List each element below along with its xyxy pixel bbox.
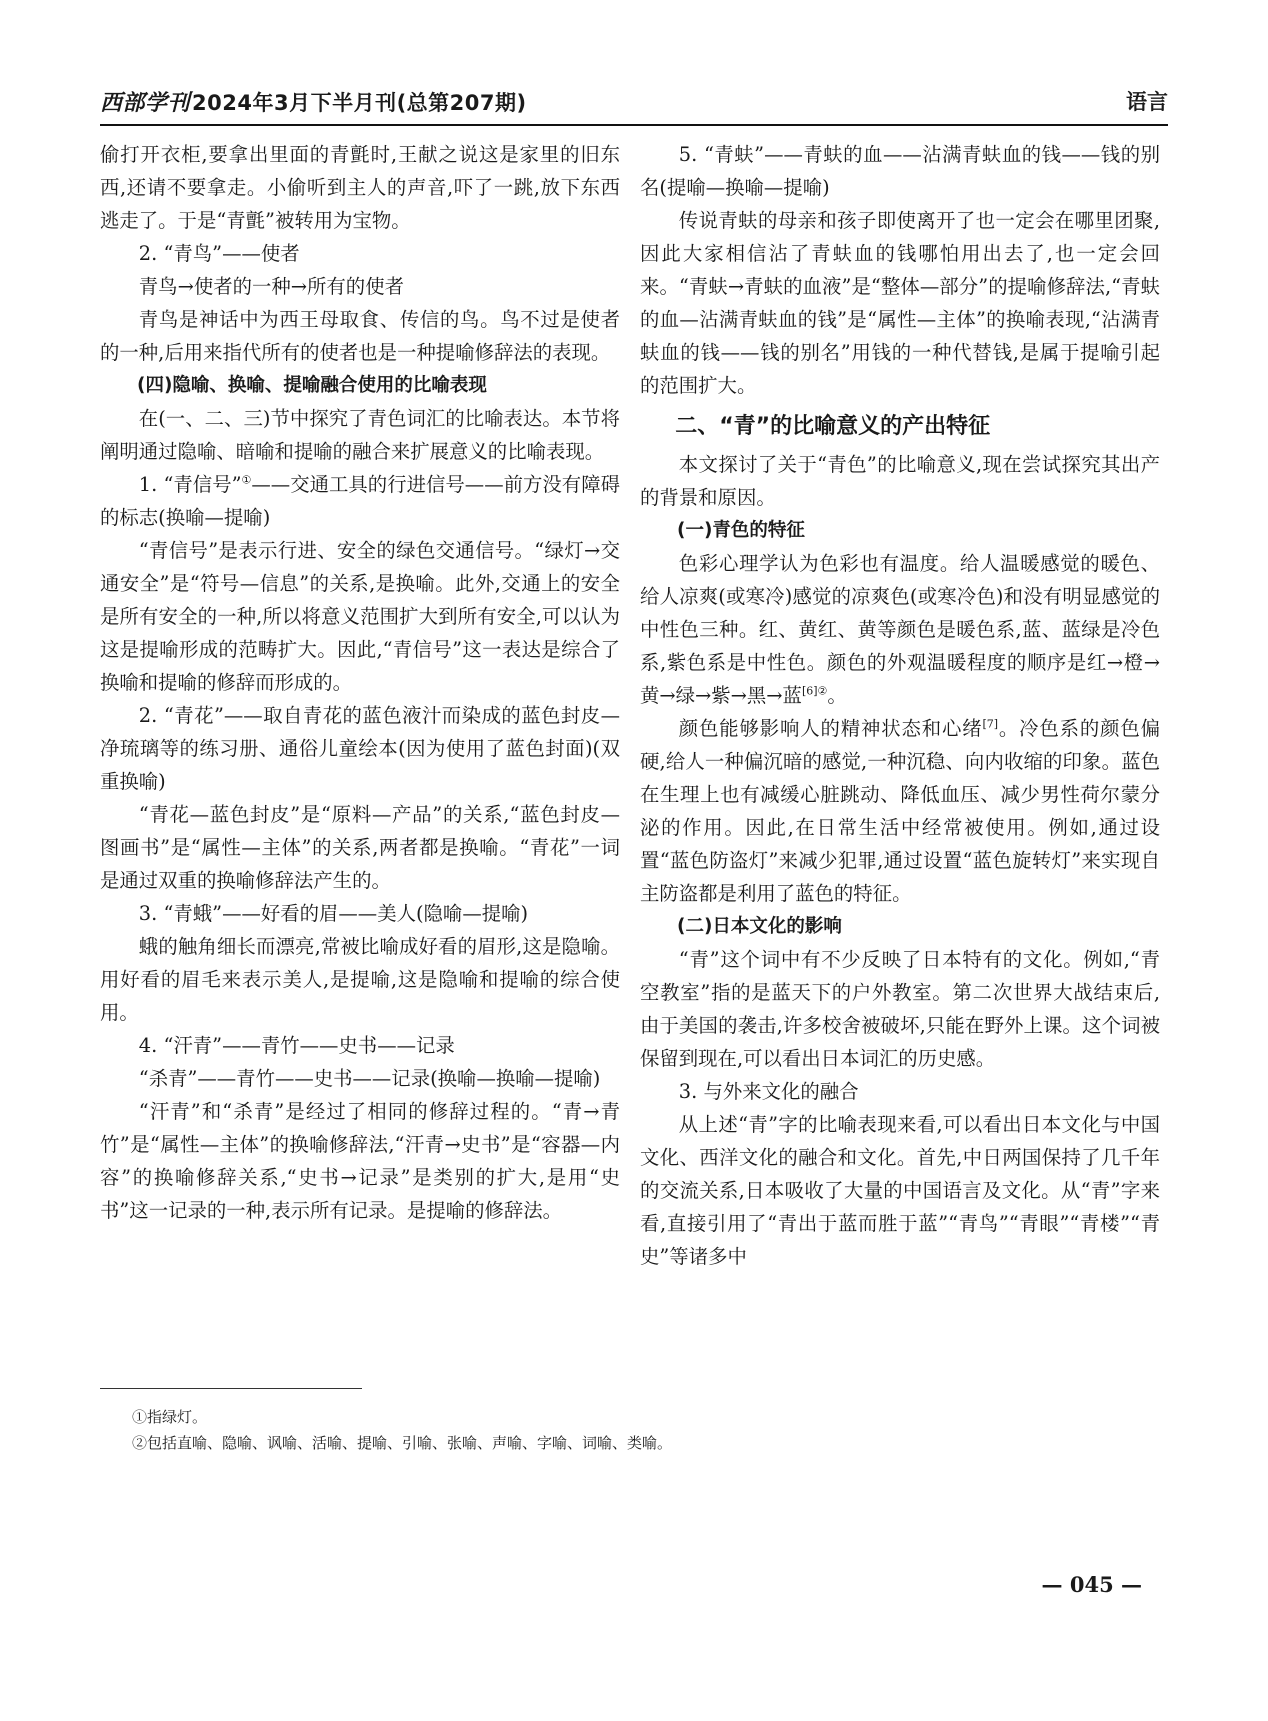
- section-heading: 二、“青”的比喻意义的产出特征: [675, 414, 991, 439]
- running-header: [100, 84, 1168, 126]
- page-number: — 045 —: [1041, 1572, 1142, 1597]
- paragraph: 青鸟是神话中为西王母取食、传信的鸟。鸟不过是使者的一种,后用来指代所有的使者也是一种提喻修辞法的表现。: [100, 308, 620, 364]
- paragraph: “杀青”——青竹——史书——记录(换喻—换喻—提喻): [138, 1067, 601, 1090]
- section-heading: (一)青色的特征: [677, 520, 805, 541]
- footnotes: [100, 1404, 672, 1456]
- journal-logo: 西部学刊: [100, 90, 191, 116]
- paragraph: 4. “汗青”——青竹——史书——记录: [138, 1034, 455, 1057]
- citation-marker: [7]: [982, 717, 999, 731]
- issue-text: 2024年3月下半月刊(总第207期): [192, 91, 527, 115]
- footnote: ②包括直喻、隐喻、讽喻、活喻、提喻、引喻、张喻、声喻、字喻、词喻、类喻。: [132, 1434, 673, 1452]
- paragraph: 颜色能够影响人的精神状态和心绪[7]。冷色系的颜色偏硬,给人一种偏沉暗的感觉,一种沉稳、向内收缩的印象。蓝色在生理上也有减缓心脏跳动、降低血压、减少男性荷尔蒙分泌的作用。因此,在日常生活中经常被使用。例如,通过设置“蓝色防盗灯”来减少犯罪,通过设置“蓝色旋转灯”来实现自主防盗都是利用了蓝色的特征。: [640, 717, 1161, 905]
- paragraph: 1. “青信号”①——交通工具的行进信号——前方没有障碍的标志(换喻—提喻): [100, 473, 620, 529]
- paragraph: 从上述“青”字的比喻表现来看,可以看出日本文化与中国文化、西洋文化的融合和文化。首先,中日两国保持了几千年的交流关系,日本吸收了大量的中国语言及文化。从“青”字来看,直接引用了“青出于蓝而胜于蓝”“青鸟”“青眼”“青楼”“青史”等诸多中: [640, 1113, 1160, 1268]
- paragraph: 5. “青蚨”——青蚨的血——沾满青蚨血的钱——钱的别名(提喻—换喻—提喻): [640, 143, 1160, 199]
- paragraph: 3. “青蛾”——好看的眉——美人(隐喻—提喻): [138, 902, 529, 925]
- paragraph: “汗青”和“杀青”是经过了相同的修辞过程的。“青→青竹”是“属性—主体”的换喻修辞法,“汗青→史书”是“容器—内容”的换喻修辞关系,“史书→记录”是类别的扩大,是用“史书”这一记录的一种,表示所有记录。是提喻的修辞法。: [100, 1100, 620, 1222]
- paragraph: “青花—蓝色封皮”是“原料—产品”的关系,“蓝色封皮—图画书”是“属性—主体”的关系,两者都是换喻。“青花”一词是通过双重的换喻修辞法产生的。: [100, 803, 620, 892]
- paragraph: “青”这个词中有不少反映了日本特有的文化。例如,“青空教室”指的是蓝天下的户外教室。第二次世界大战结束后,由于美国的袭击,许多校舍被破坏,只能在野外上课。这个词被保留到现在,可以看出日本词汇的历史感。: [640, 948, 1160, 1070]
- section-heading: (二)日本文化的影响: [677, 916, 842, 937]
- paragraph: 3. 与外来文化的融合: [678, 1080, 859, 1103]
- footnote-rule: [100, 1388, 362, 1389]
- section-heading: (四)隐喻、换喻、提喻融合使用的比喻表现: [137, 375, 487, 396]
- journal-issue: [100, 86, 527, 117]
- paragraph: 蛾的触角细长而漂亮,常被比喻成好看的眉形,这是隐喻。用好看的眉毛来表示美人,是提喻,这是隐喻和提喻的综合使用。: [100, 935, 620, 1024]
- paragraph: 2. “青鸟”——使者: [138, 242, 300, 265]
- paragraph: 色彩心理学认为色彩也有温度。给人温暖感觉的暖色、给人凉爽(或寒冷)感觉的凉爽色(或寒冷色)和没有明显感觉的中性色三种。红、黄红、黄等颜色是暖色系,蓝、蓝绿是冷色系,紫色系是中性色。颜色的外观温暖程度的顺序是红→橙→黄→绿→紫→黑→蓝$^{[6]②}$。: [640, 552, 1160, 707]
- left-column: [100, 138, 620, 1227]
- paragraph: 青鸟→使者的一种→所有的使者: [138, 275, 404, 298]
- footnote: ①指绿灯。: [132, 1408, 208, 1426]
- right-column: [640, 138, 1160, 1273]
- paragraph: 2. “青花”——取自青花的蓝色液汁而染成的蓝色封皮—净琉璃等的练习册、通俗儿童绘本(因为使用了蓝色封面)(双重换喻): [100, 704, 620, 793]
- citation-marker: [6]②: [801, 684, 828, 698]
- paragraph: 传说青蚨的母亲和孩子即使离开了也一定会在哪里团聚,因此大家相信沾了青蚨血的钱哪怕用出去了,也一定会回来。“青蚨→青蚨的血液”是“整体—部分”的提喻修辞法,“青蚨的血—沾满青蚨血的钱”是“属性—主体”的换喻表现,“沾满青蚨血的钱——钱的别名”用钱的一种代替钱,是属于提喻引起的范围扩大。: [640, 209, 1160, 397]
- paragraph: 本文探讨了关于“青色”的比喻意义,现在尝试探究其出产的背景和原因。: [640, 453, 1160, 509]
- paragraph: 偷打开衣柜,要拿出里面的青氈时,王献之说这是家里的旧东西,还请不要拿走。小偷听到主人的声音,吓了一跳,放下东西逃走了。于是“青氈”被转用为宝物。: [100, 143, 620, 232]
- section-tag: 语言: [1126, 90, 1168, 114]
- citation-marker: ①: [241, 473, 252, 487]
- paragraph: 在(一、二、三)节中探究了青色词汇的比喻表达。本节将阐明通过隐喻、暗喻和提喻的融合来扩展意义的比喻表现。: [100, 407, 620, 463]
- paragraph: “青信号”是表示行进、安全的绿色交通信号。“绿灯→交通安全”是“符号—信息”的关系,是换喻。此外,交通上的安全是所有安全的一种,所以将意义范围扩大到所有安全,可以认为这是提喻形成的范畴扩大。因此,“青信号”这一表达是综合了换喻和提喻的修辞而形成的。: [100, 539, 620, 694]
